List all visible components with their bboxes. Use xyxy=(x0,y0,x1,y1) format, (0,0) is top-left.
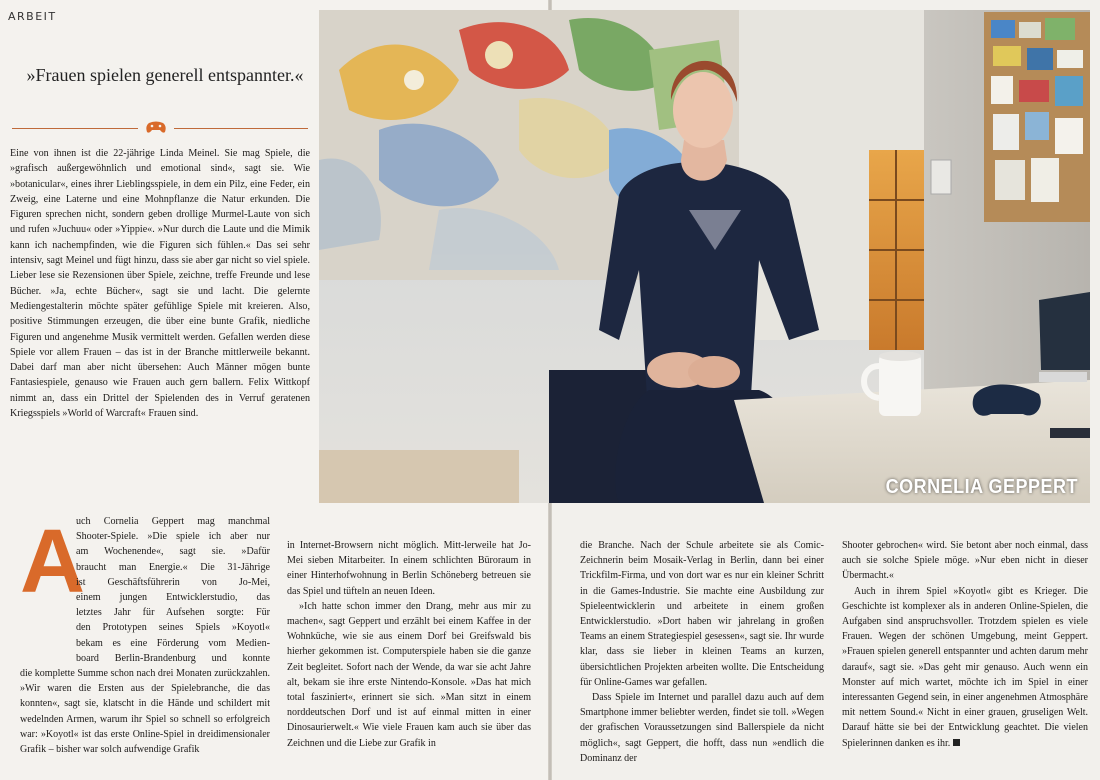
col4-paragraph-1: Shooter gebrochen« wird. Sie betont aber noch einmal, dass auch sie solche Spiele möge. »Nur eben nicht in dieser Übermacht.« xyxy=(842,540,1088,582)
col2-paragraph-2: »Ich hatte schon immer den Drang, mehr aus mir zu machen«, sagt Geppert und erzählt bei einem Kaffee in der Wohnküche, wie sie aus einem Dorf bei Greifswald bis hierher gekommen ist. Computerspiele haben sie die ganze Zeit begleitet. Sofort nach der Wende, da war sie acht Jahre alt, bekam sie ihre erste Nintendo-Konsole. »Das hat mich total fasziniert«, erinnert sie sich. »Man sitzt in einem norddeutschen Dorf und ist auf einmal mitten in einer Dinosaurierwelt.« Wie viele Frauen kam auch sie über das Zeichnen und die Liebe zur Grafik in xyxy=(287,600,531,749)
intro-text: Eine von ihnen ist die 22-jährige Linda Meinel. Sie mag Spiele, die »grafisch außergewöhnlich und emotional sind«, sagt sie. Wie »botanicular«, eines ihrer Lieblingsspiele, in dem ein Pilz, eine Feder, ein Zweig, eine Laterne und eine Mohnpflanze die Natur erkunden. Die Figuren sprechen nicht, sondern geben drollige Murmel-Laute von sich und rufen »Juchuu« oder »Yippie«. »Nur durch die Laute und die Mimik kann ich nachempfinden, wie die Figuren sich fühlen.« Das sei sehr intensiv, sagt Meinel und fügt hinzu, dass sie aber gar nicht so viel spiele. Lieber lese sie Rezensionen über Spiele, zeichne, treffe Freunde und lese Bücher. »Ja, echte Bücher«, sagt sie und lacht. Die gelernte Mediengestalterin möchte später gefühlige Spiele mit kreieren. Also, positive Stimmungen erzeugen, die über eine bunte Grafik, niedliche Figuren und angenehme Musik vermittelt werden. Gefallen werden diese Spiele vor allem Frauen – das ist in der Branche mittlerweile bekannt. Dabei darf man aber nicht übersehen: Auch Männer mögen bunte Fantasiespiele, genauso wie Frauen auch gern ballern. Felix Wittkopf nimmt an, dass ein Drittel der Spielenden des in Verruf geratenen Kriegsspiels »World of Warcraft« Frauen sind. xyxy=(10,148,310,420)
column-4-text xyxy=(842,538,1088,751)
intro-paragraph xyxy=(10,146,310,421)
column-2-text xyxy=(287,538,531,751)
col1-line: letztes Jahr für Aufsehen sorgte: Für xyxy=(76,607,270,619)
headline: »Frauen spielen generell entspannter.« xyxy=(26,65,304,85)
gamepad-icon xyxy=(145,120,167,134)
col2-paragraph-1: in Internet-Browsern nicht möglich. Mitt-lerweile hat Jo-Mei sieben Mitarbeiter. In einem schlichten Büroraum in einer Hinterhofwohnung in Berlin Schöneberg betreuen sie das Spiel und tüfteln an neuen Ideen. xyxy=(287,540,531,597)
column-1-wrapped-lines xyxy=(76,514,270,666)
remote xyxy=(1039,372,1087,382)
photo-illustration xyxy=(319,10,1090,503)
col1-line: ist Geschäftsführerin von Jo-Mei, xyxy=(76,576,270,588)
headline-rule-right xyxy=(174,128,308,129)
col4-paragraph-2-text: Auch in ihrem Spiel »Koyotl« gibt es Krieger. Die Geschichte ist komplexer als in anderen Online-Spielen, die Aufgaben sind anspruchsvoller. Trotzdem spielen es viele Frauen. Wegen der schönen Umgebung, meint Geppert. »Frauen spielen generell entspannter und achten darum mehr darauf«, sagt sie. »Das geht mir genauso. Auch wenn ein Monster auf mich wartet, möchte ich im Spiel in einer interessanten Gegend sein, in einer angenehmen Atmosphäre mit nettem Sound.« Nicht in einer grauen, gruseligen Welt. Darauf hätte sie bei der Entwicklung geachtet. Die vielen Spielerinnen danken es ihr. xyxy=(842,585,1088,749)
col1-line: Shooter-Spiele. »Die spiele ich aber nur xyxy=(76,531,270,543)
photo-credit: CORNELIA GEPPERT xyxy=(885,474,1078,498)
col1-line: braucht man Energie.« Die 31-Jährige xyxy=(76,561,270,573)
col4-paragraph-2 xyxy=(842,584,1088,751)
col1-line: einem jungen Entwicklerstudio, das xyxy=(76,592,270,604)
col1-line: bekam es eine Förderung vom Medien- xyxy=(76,637,270,649)
controller-small xyxy=(1050,428,1090,438)
section-label: ARBEIT xyxy=(8,10,57,23)
chair xyxy=(1039,292,1090,370)
drop-cap: A xyxy=(20,512,85,612)
column-1-text xyxy=(20,666,270,757)
col3-paragraph-1: die Branche. Nach der Schule arbeitete sie als Comic-Zeichnerin beim Mosaik-Verlag in Berlin, dann bei einer Trickfilm-Firma, und von dort war es nur ein kleiner Schritt in die Games-Industrie. Sie machte eine Ausbildung zur Spieleentwicklerin und arbeitete in einem großen Entwicklerstudio. »Dort haben wir jahrelang in großen Teams an einem Strategiespiel gesessen«, sagt sie. Ihr wurde klar, dass sie lieber in kleinen Teams an kurzen, übersichtlichen Projekten arbeiten wollte. Die Entscheidung für Online-Games war gefallen. xyxy=(580,540,824,688)
light-switch xyxy=(931,160,951,194)
col1-line: am Wochenende«, sagt sie. »Dafür xyxy=(76,546,270,558)
column-3-text xyxy=(580,538,824,766)
portrait-photo xyxy=(319,10,1090,503)
col1-line: den Prototypen seines Spiels »Koyotl« xyxy=(76,622,270,634)
col1-line: board Berlin-Brandenburg und konnte xyxy=(76,652,270,664)
col3-paragraph-2: Dass Spiele im Internet und parallel dazu auch auf dem Smartphone immer beliebter werden, findet sie toll. »Wegen der grafischen Voraussetzungen sind Ballerspiele da nicht möglich«, sagt Geppert, die hofft, dass nun »endlich die Dominanz der xyxy=(580,692,824,764)
headline-rule-left xyxy=(12,128,138,129)
col1-line: uch Cornelia Geppert mag manchmal xyxy=(76,516,270,527)
col1-paragraph: die komplette Summe schon nach drei Monaten zurückzahlen. »Wir waren die Ersten aus der Spielebranche, die das konnten«, sagt sie, klatscht in die Hände und schildert mit wedelnden Armen, warum ihr Spiel so schnell so erfolgreich war: »Koyotl« ist das erste Online-Spiel in dreidimensionaler Grafik – bisher war solch aufwendige Grafik xyxy=(20,668,270,756)
end-of-article-mark xyxy=(953,739,960,746)
